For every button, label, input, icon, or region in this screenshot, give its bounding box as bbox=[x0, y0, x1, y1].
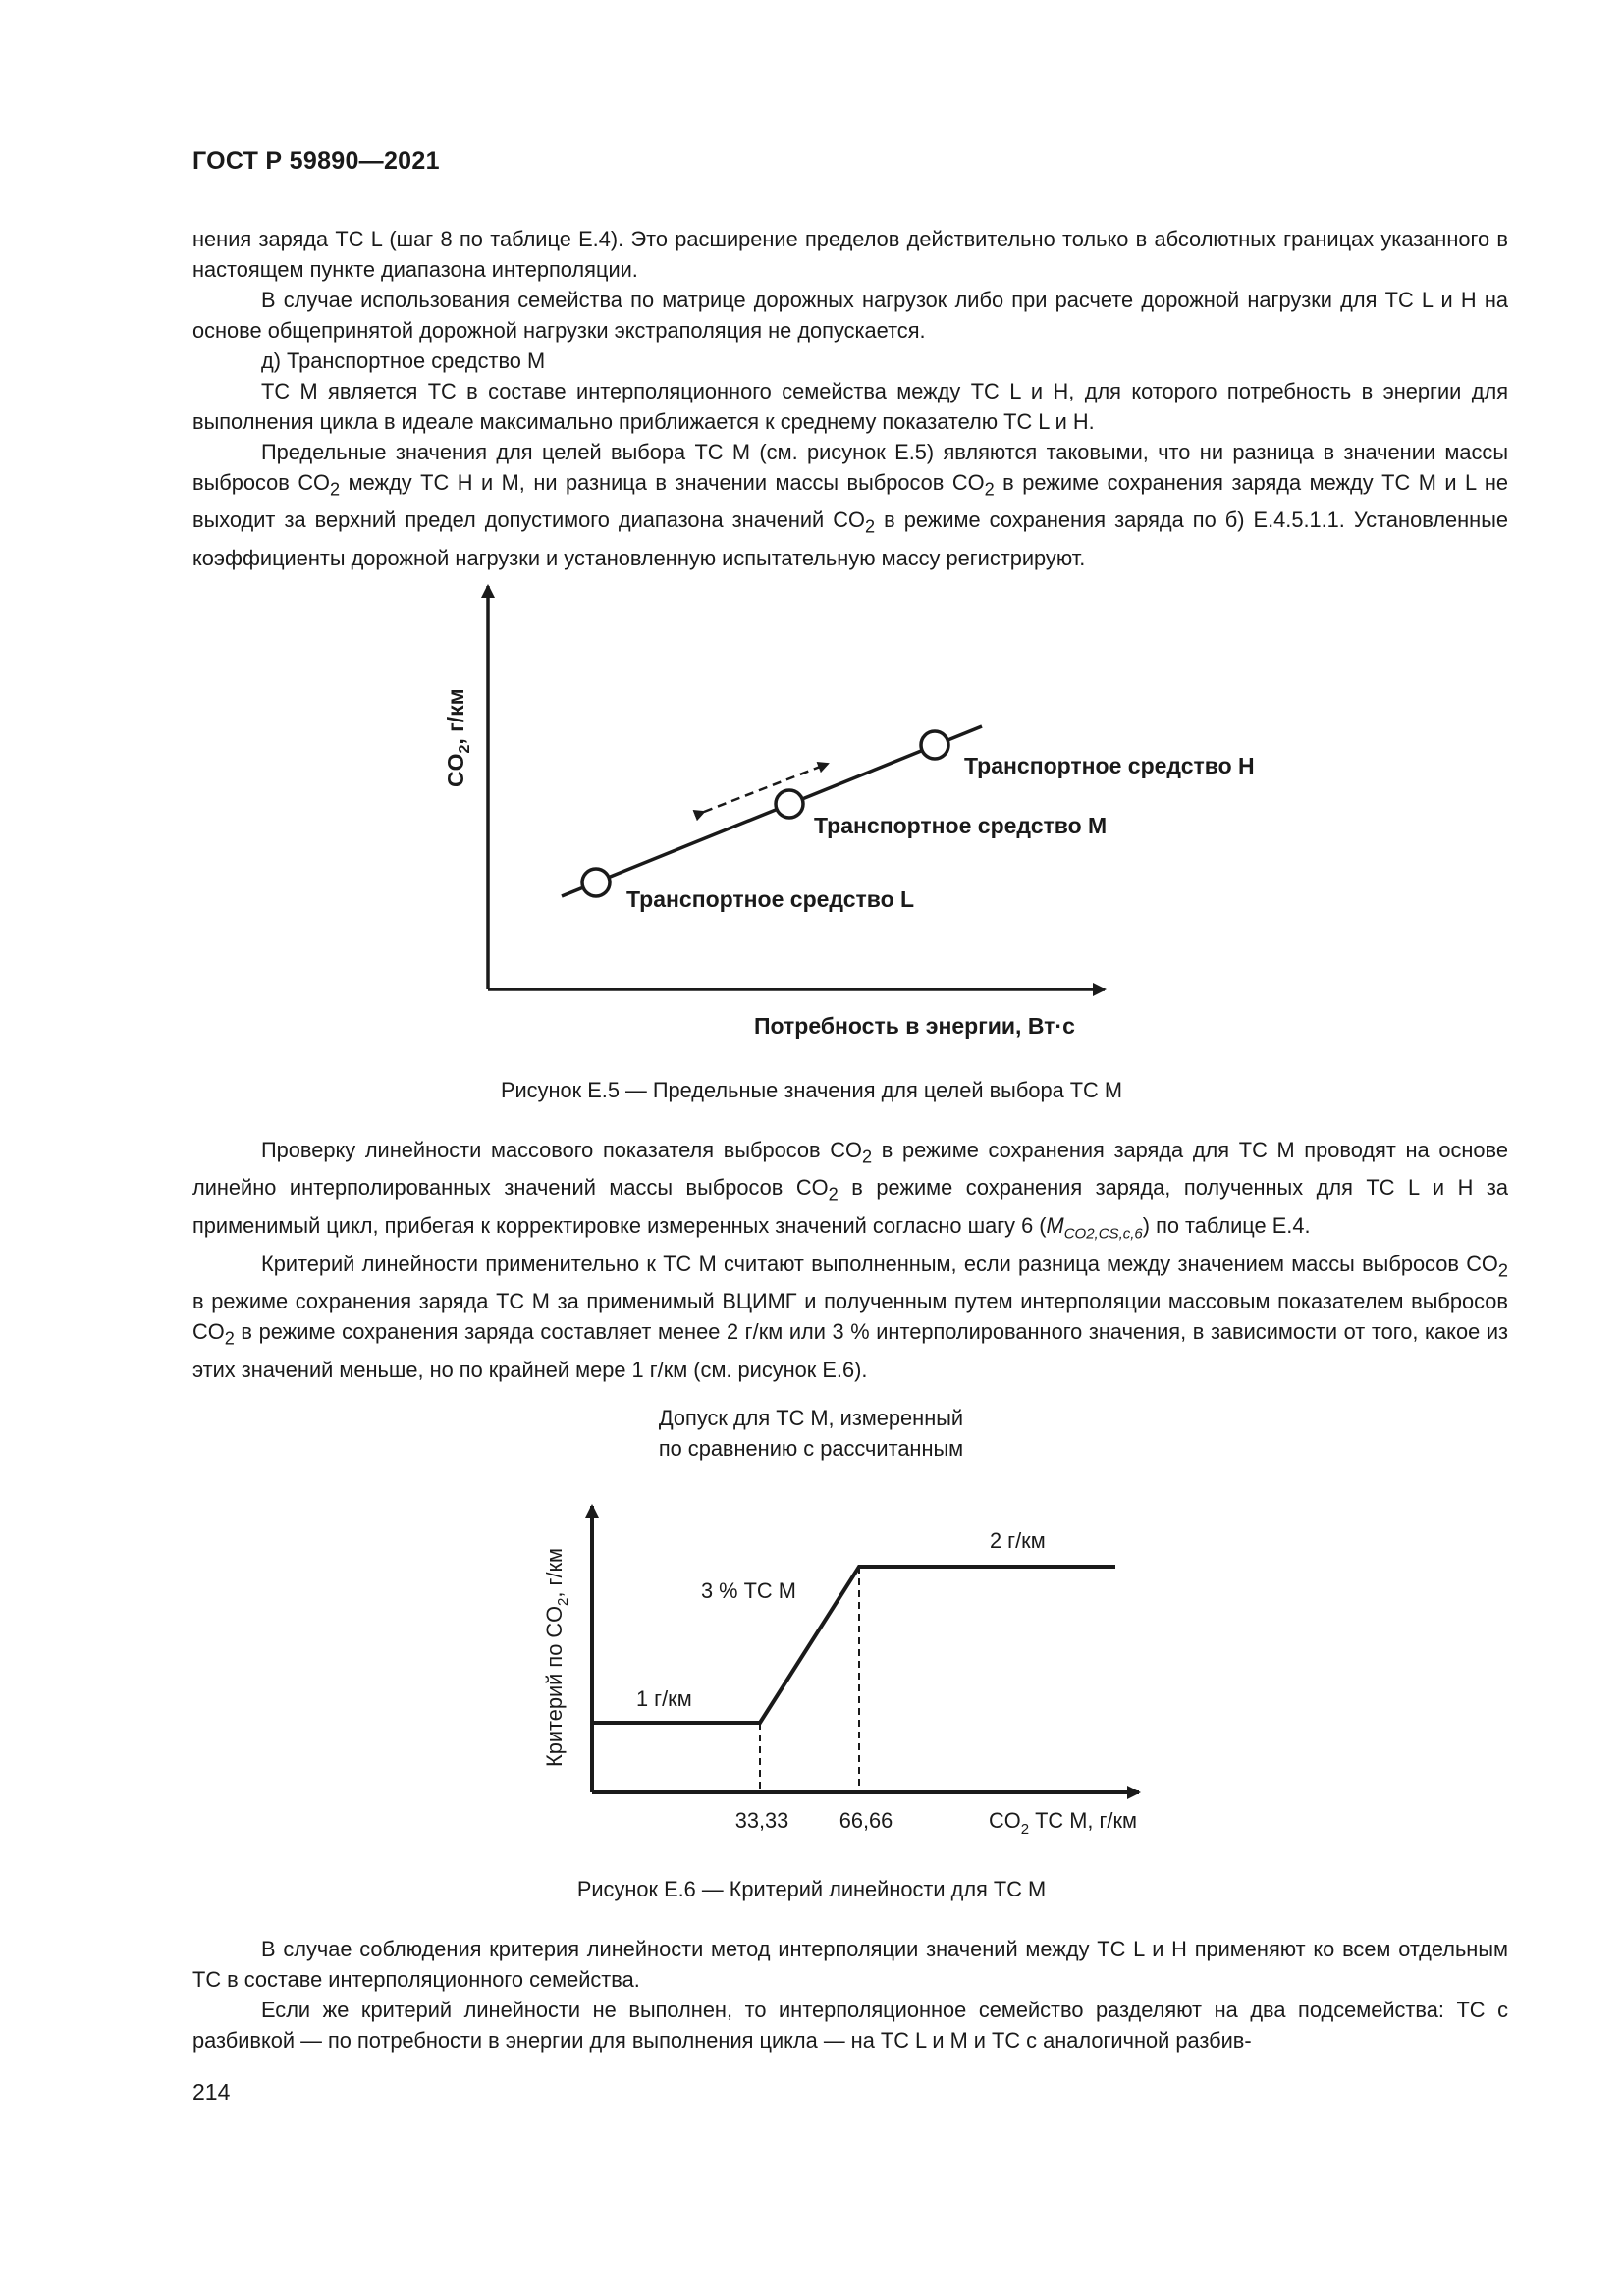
label-vehicle-h: Транспортное средство Н bbox=[964, 753, 1255, 778]
paragraph: ТС М является ТС в составе интерполяционного семейства между ТС L и Н, для которого потребность в энергии для выполнения цикла в идеале максимально приближается к среднему показателю ТС L и Н. bbox=[192, 379, 1508, 434]
paragraph: Если же критерий линейности не выполнен, то интерполяционное семейство разделяют на два подсемейства: ТС с разбивкой — по потребности в энергии для выполнения цикла — на ТС L и М и ТС с аналогичной разбив- bbox=[192, 1998, 1508, 2053]
paragraph: В случае соблюдения критерия линейности метод интерполяции значений между ТС L и Н применяют ко всем отдельным ТС в составе интерполяционного семейства. bbox=[192, 1937, 1508, 1992]
paragraph: Проверку линейности массового показателя выбросов $CO_2$ в режиме сохранения заряда для ТС М проводят на основе линейно интерполированных значений массы выбросов $CO_2$ в режиме сохранения заряда, полученных для ТС L и Н за применимый цикл, прибегая к корректировке измеренных значений согласно шагу 6 $(M_{CO2,CS,c,6})$ по таблице Е.4. bbox=[192, 1138, 1508, 1243]
paragraph: д) Транспортное средство М bbox=[261, 348, 546, 373]
y-axis-label: $CO_2$, г/км bbox=[443, 688, 473, 787]
label-vehicle-l: Транспортное средство L bbox=[626, 886, 915, 912]
x-tick-label: 66,66 bbox=[839, 1808, 893, 1833]
figure-title-line-1: Допуск для ТС М, измеренный bbox=[658, 1406, 964, 1430]
y-axis-label: Критерий по $CO_2$, г/км bbox=[542, 1547, 571, 1767]
figure-caption-e6: Рисунок Е.6 — Критерий линейности для ТС М bbox=[576, 1877, 1047, 1901]
x-tick-label: 33,33 bbox=[734, 1808, 789, 1833]
paragraph: Предельные значения для целей выбора ТС М (см. рисунок Е.5) являются таковыми, что ни разница в значении массы выбросов $CO_2$ между ТС Н и М, ни разница в значении массы выбросов $CO_2$ в режиме сохранения заряда между ТС М и L не выходит за верхний предел допустимого диапазона значений $CO_2$ в режиме сохранения заряда по б) Е.4.5.1.1. Установленные коэффициенты дорожной нагрузки и установленную испытательную массу регистрируют. bbox=[192, 440, 1508, 570]
x-axis-label: $CO_2$ ТС М, г/км bbox=[989, 1808, 1138, 1838]
text-block-3 bbox=[192, 1934, 1508, 2056]
x-axis-label: Потребность в энергии, Вт·с bbox=[754, 1013, 1075, 1039]
annotation-3pct: 3 % ТС М bbox=[701, 1578, 796, 1603]
page-number: 214 bbox=[192, 2079, 231, 2105]
annotation-1gkm: 1 г/км bbox=[636, 1686, 692, 1711]
figure-caption-e5: Рисунок Е.5 — Предельные значения для целей выбора ТС М bbox=[500, 1078, 1123, 1102]
paragraph: нения заряда ТС L (шаг 8 по таблице Е.4). Это расширение пределов действительно только в абсолютных границах указанного в настоящем пункте диапазона интерполяции. bbox=[192, 227, 1508, 282]
paragraph: Критерий линейности применительно к ТС М считают выполненным, если разница между значением массы выбросов $CO_2$ в режиме сохранения заряда ТС М за применимый ВЦИМГ и полученным путем интерполяции массовым показателем выбросов $CO_2$ в режиме сохранения заряда составляет менее 2 г/км или 3 % интерполированного значения, в зависимости от того, какое из этих значений меньше, но по крайней мере 1 г/км (см. рисунок Е.6). bbox=[192, 1252, 1508, 1382]
paragraph: В случае использования семейства по матрице дорожных нагрузок либо при расчете дорожной нагрузки для ТС L и Н на основе общепринятой дорожной нагрузки экстраполяция не допускается. bbox=[192, 288, 1508, 343]
figure-title-line-2: по сравнению с рассчитанным bbox=[658, 1436, 964, 1461]
label-vehicle-m: Транспортное средство М bbox=[814, 813, 1108, 838]
document-header: ГОСТ Р 59890—2021 bbox=[192, 147, 440, 175]
annotation-2gkm: 2 г/км bbox=[990, 1528, 1046, 1553]
